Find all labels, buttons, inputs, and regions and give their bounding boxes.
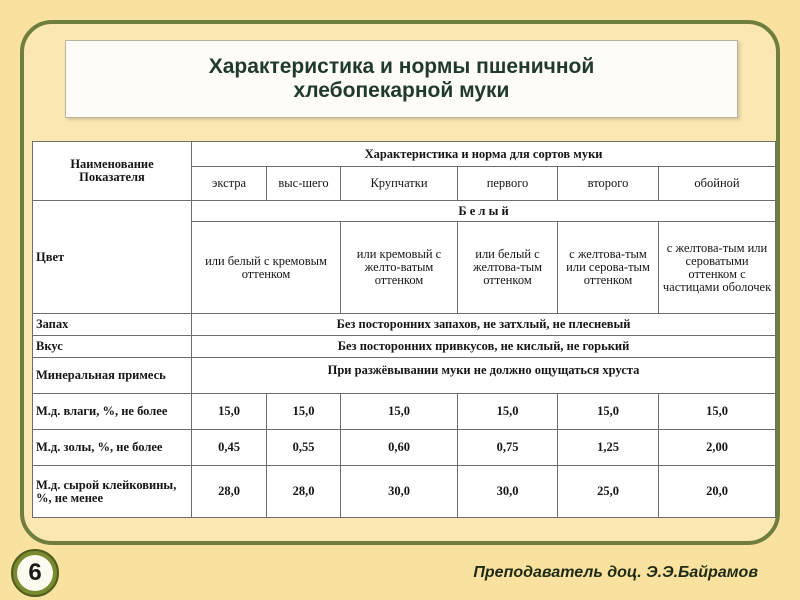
ash-second: 1,25 [558, 430, 659, 466]
grade-second: второго [558, 167, 659, 201]
moisture-second: 15,0 [558, 394, 659, 430]
table-row-gluten [33, 466, 776, 518]
color-variant-second: с желтова-тым или серова-тым оттенком [558, 222, 659, 314]
row-label-moisture: М.д. влаги, %, не более [33, 394, 192, 430]
moisture-wholemeal: 15,0 [659, 394, 776, 430]
header-indicator-name: Наименование Показателя [33, 142, 192, 201]
title-line-2: хлебопекарной муки [293, 79, 510, 102]
flour-norms-table [32, 141, 776, 518]
grade-extra: экстра [192, 167, 267, 201]
moisture-highest: 15,0 [267, 394, 341, 430]
table-row-mineral [33, 358, 776, 394]
table-header-row [33, 142, 776, 167]
grade-first: первого [458, 167, 558, 201]
header-grade-group: Характеристика и норма для сортов муки [192, 142, 776, 167]
moisture-krupchatka: 15,0 [341, 394, 458, 430]
color-variant-wholemeal: с желтова-тым или сероватыми оттенком с частицами оболочек [659, 222, 776, 314]
page-number: 6 [17, 555, 53, 591]
ash-wholemeal: 2,00 [659, 430, 776, 466]
gluten-second: 25,0 [558, 466, 659, 518]
smell-value: Без посторонних запахов, не затхлый, не плесневый [192, 314, 776, 336]
row-label-gluten: М.д. сырой клейковины, %, не менее [33, 466, 192, 518]
row-label-taste: Вкус [33, 336, 192, 358]
gluten-first: 30,0 [458, 466, 558, 518]
ash-highest: 0,55 [267, 430, 341, 466]
row-label-ash: М.д. золы, %, не более [33, 430, 192, 466]
row-label-smell: Запах [33, 314, 192, 336]
moisture-first: 15,0 [458, 394, 558, 430]
color-variant-first: или белый с желтова-тым оттенком [458, 222, 558, 314]
gluten-krupchatka: 30,0 [341, 466, 458, 518]
moisture-extra: 15,0 [192, 394, 267, 430]
color-main: Б е л ы й [192, 201, 776, 222]
title-line-1: Характеристика и нормы пшеничной [208, 55, 595, 78]
gluten-highest: 28,0 [267, 466, 341, 518]
table-row-taste [33, 336, 776, 358]
table-row-color [33, 201, 776, 222]
ash-extra: 0,45 [192, 430, 267, 466]
table-row-smell [33, 314, 776, 336]
slide-title [65, 40, 738, 118]
color-variant-extra-highest: или белый с кремовым оттенком [192, 222, 341, 314]
taste-value: Без посторонних привкусов, не кислый, не горький [192, 336, 776, 358]
grade-krupchatka: Крупчатки [341, 167, 458, 201]
row-label-color: Цвет [33, 201, 192, 314]
mineral-value: При разжёвывании муки не должно ощущаться хруста [192, 358, 776, 394]
table-row-ash [33, 430, 776, 466]
gluten-wholemeal: 20,0 [659, 466, 776, 518]
color-variant-krupchatka: или кремовый с желто-ватым оттенком [341, 222, 458, 314]
grade-wholemeal: обойной [659, 167, 776, 201]
page-number-badge [11, 549, 59, 597]
row-label-mineral: Минеральная примесь [33, 358, 192, 394]
footer-author: Преподаватель доц. Э.Э.Байрамов [473, 564, 758, 581]
ash-krupchatka: 0,60 [341, 430, 458, 466]
ash-first: 0,75 [458, 430, 558, 466]
table-row-moisture [33, 394, 776, 430]
gluten-extra: 28,0 [192, 466, 267, 518]
grade-highest: выс-шего [267, 167, 341, 201]
